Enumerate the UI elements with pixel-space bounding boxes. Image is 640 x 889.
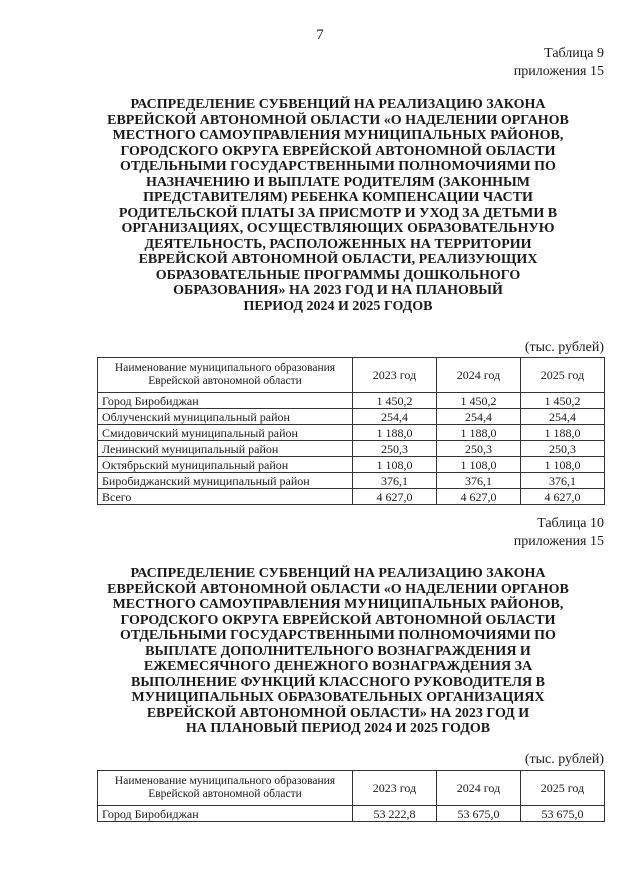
table-10-heading: [88, 566, 588, 737]
row-name: Ленинский муниципальный район: [98, 441, 353, 457]
table-9-reference: [514, 45, 604, 81]
cell-2024: 376,1: [437, 473, 521, 489]
heading-line: ОБРАЗОВАТЕЛЬНЫЕ ПРОГРАММЫ ДОШКОЛЬНОГО: [155, 267, 521, 283]
table-row: [98, 441, 605, 457]
table-total-row: [98, 489, 605, 505]
heading-line: ЕЖЕМЕСЯЧНОГО ДЕНЕЖНОГО ВОЗНАГРАЖДЕНИЯ ЗА: [143, 659, 533, 674]
heading-line: НАЗНАЧЕНИЮ И ВЫПЛАТЕ РОДИТЕЛЯМ (ЗАКОННЫМ: [146, 174, 530, 190]
cell-2023: 4 627,0: [353, 489, 437, 505]
cell-2023: 1 450,2: [353, 393, 437, 409]
table-row: [98, 457, 605, 473]
table-row: [98, 409, 605, 425]
row-name: Биробиджанский муниципальный район: [98, 473, 353, 489]
cell-2025: 53 675,0: [521, 806, 605, 822]
table-header-row: [98, 771, 605, 806]
table-9-heading: [88, 97, 588, 314]
column-header-municipality: [98, 771, 353, 806]
table-row: [98, 473, 605, 489]
table-reference-title: Таблица 10: [537, 516, 604, 531]
cell-2023: 254,4: [353, 409, 437, 425]
heading-line: ВЫПЛАТЕ ДОПОЛНИТЕЛЬНОГО ВОЗНАГРАЖДЕНИЯ И: [145, 643, 531, 659]
page-number: 7: [316, 27, 324, 43]
cell-2024: 254,4: [437, 409, 521, 425]
cell-2024: 4 627,0: [437, 489, 521, 505]
row-name: Облученский муниципальный район: [98, 409, 353, 425]
heading-line: ДЕЯТЕЛЬНОСТЬ, РАСПОЛОЖЕННЫХ НА ТЕРРИТОРИИ: [144, 236, 532, 252]
row-name: Город Биробиджан: [98, 393, 353, 409]
heading-line: ПРЕДСТАВИТЕЛЯМ) РЕБЕНКА КОМПЕНСАЦИИ ЧАСТИ: [143, 190, 533, 205]
cell-2025: 1 188,0: [521, 425, 605, 441]
cell-2024: 250,3: [437, 441, 521, 457]
cell-2025: 1 108,0: [521, 457, 605, 473]
heading-line: ОБРАЗОВАНИЯ» НА 2023 ГОД И НА ПЛАНОВЫЙ: [173, 283, 503, 298]
heading-line: ВЫПОЛНЕНИЕ ФУНКЦИЙ КЛАССНОГО РУКОВОДИТЕЛЯ В: [131, 674, 545, 690]
heading-line: ЕВРЕЙСКОЙ АВТОНОМНОЙ ОБЛАСТИ, РЕАЛИЗУЮЩИХ: [138, 252, 538, 267]
table-row: [98, 425, 605, 441]
table-reference-title: Таблица 9: [544, 46, 604, 61]
cell-2024: 53 675,0: [437, 806, 521, 822]
table-10-units: (тыс. рублей): [524, 752, 604, 767]
heading-line: ЕВРЕЙСКОЙ АВТОНОМНОЙ ОБЛАСТИ «О НАДЕЛЕНИИ ОРГАНОВ: [107, 112, 569, 128]
cell-2023: 1 108,0: [353, 457, 437, 473]
cell-2023: 53 222,8: [353, 806, 437, 822]
header-name-line: Наименование муниципального образования: [114, 362, 336, 374]
cell-2024: 1 108,0: [437, 457, 521, 473]
table-header-row: [98, 358, 605, 393]
column-header-2023: 2023 год: [353, 771, 437, 806]
table-10-reference: [514, 515, 604, 551]
table-row: [98, 393, 605, 409]
header-name-line: Еврейской автономной области: [148, 375, 302, 387]
heading-line: ПЕРИОД 2024 И 2025 ГОДОВ: [243, 298, 433, 314]
cell-2025: 4 627,0: [521, 489, 605, 505]
column-header-municipality: [98, 358, 353, 393]
column-header-2025: 2025 год: [521, 771, 605, 806]
heading-line: ГОРОДСКОГО ОКРУГА ЕВРЕЙСКОЙ АВТОНОМНОЙ ОБЛАСТИ: [120, 612, 556, 628]
heading-line: ОТДЕЛЬНЫМИ ГОСУДАРСТВЕННЫМИ ПОЛНОМОЧИЯМИ ПО: [120, 159, 556, 174]
row-name: Октябрьский муниципальный район: [98, 457, 353, 473]
table-reference-appendix: приложения 15: [513, 534, 604, 549]
table-9: [97, 357, 605, 505]
header-name-line: Еврейской автономной области: [148, 788, 302, 800]
heading-line: ЕВРЕЙСКОЙ АВТОНОМНОЙ ОБЛАСТИ «О НАДЕЛЕНИИ ОРГАНОВ: [107, 581, 569, 597]
cell-2024: 1 188,0: [437, 425, 521, 441]
column-header-2025: 2025 год: [521, 358, 605, 393]
cell-2025: 376,1: [521, 473, 605, 489]
column-header-2024: 2024 год: [437, 358, 521, 393]
heading-line: МЕСТНОГО САМОУПРАВЛЕНИЯ МУНИЦИПАЛЬНЫХ РАЙОНОВ,: [112, 597, 564, 612]
heading-line: ОРГАНИЗАЦИЯХ, ОСУЩЕСТВЛЯЮЩИХ ОБРАЗОВАТЕЛЬНУЮ: [121, 221, 555, 236]
cell-2025: 254,4: [521, 409, 605, 425]
row-name: Всего: [98, 489, 353, 505]
heading-line: МУНИЦИПАЛЬНЫХ ОБРАЗОВАТЕЛЬНЫХ ОРГАНИЗАЦИЯХ: [131, 690, 545, 705]
table-9-units: (тыс. рублей): [524, 340, 604, 355]
cell-2025: 250,3: [521, 441, 605, 457]
column-header-2023: 2023 год: [353, 358, 437, 393]
table-reference-appendix: приложения 15: [513, 64, 604, 79]
cell-2023: 1 188,0: [353, 425, 437, 441]
cell-2023: 376,1: [353, 473, 437, 489]
header-name-line: Наименование муниципального образования: [114, 775, 336, 787]
heading-line: МЕСТНОГО САМОУПРАВЛЕНИЯ МУНИЦИПАЛЬНЫХ РАЙОНОВ,: [112, 128, 564, 143]
cell-2025: 1 450,2: [521, 393, 605, 409]
cell-2024: 1 450,2: [437, 393, 521, 409]
heading-line: НА ПЛАНОВЫЙ ПЕРИОД 2024 И 2025 ГОДОВ: [185, 721, 491, 736]
table-10: [97, 770, 605, 822]
column-header-2024: 2024 год: [437, 771, 521, 806]
heading-line: РАСПРЕДЕЛЕНИЕ СУБВЕНЦИЙ НА РЕАЛИЗАЦИЮ ЗАКОНА: [130, 97, 546, 112]
row-name: Смидовичский муниципальный район: [98, 425, 353, 441]
cell-2023: 250,3: [353, 441, 437, 457]
row-name: Город Биробиджан: [98, 806, 353, 822]
heading-line: ЕВРЕЙСКОЙ АВТОНОМНОЙ ОБЛАСТИ» НА 2023 ГОД И: [146, 705, 530, 721]
heading-line: РАСПРЕДЕЛЕНИЕ СУБВЕНЦИЙ НА РЕАЛИЗАЦИЮ ЗАКОНА: [130, 566, 546, 581]
heading-line: ОТДЕЛЬНЫМИ ГОСУДАРСТВЕННЫМИ ПОЛНОМОЧИЯМИ ПО: [120, 628, 556, 643]
heading-line: ГОРОДСКОГО ОКРУГА ЕВРЕЙСКОЙ АВТОНОМНОЙ ОБЛАСТИ: [120, 143, 556, 159]
table-row: [98, 806, 605, 822]
heading-line: РОДИТЕЛЬСКОЙ ПЛАТЫ ЗА ПРИСМОТР И УХОД ЗА ДЕТЬМИ В: [118, 205, 558, 221]
